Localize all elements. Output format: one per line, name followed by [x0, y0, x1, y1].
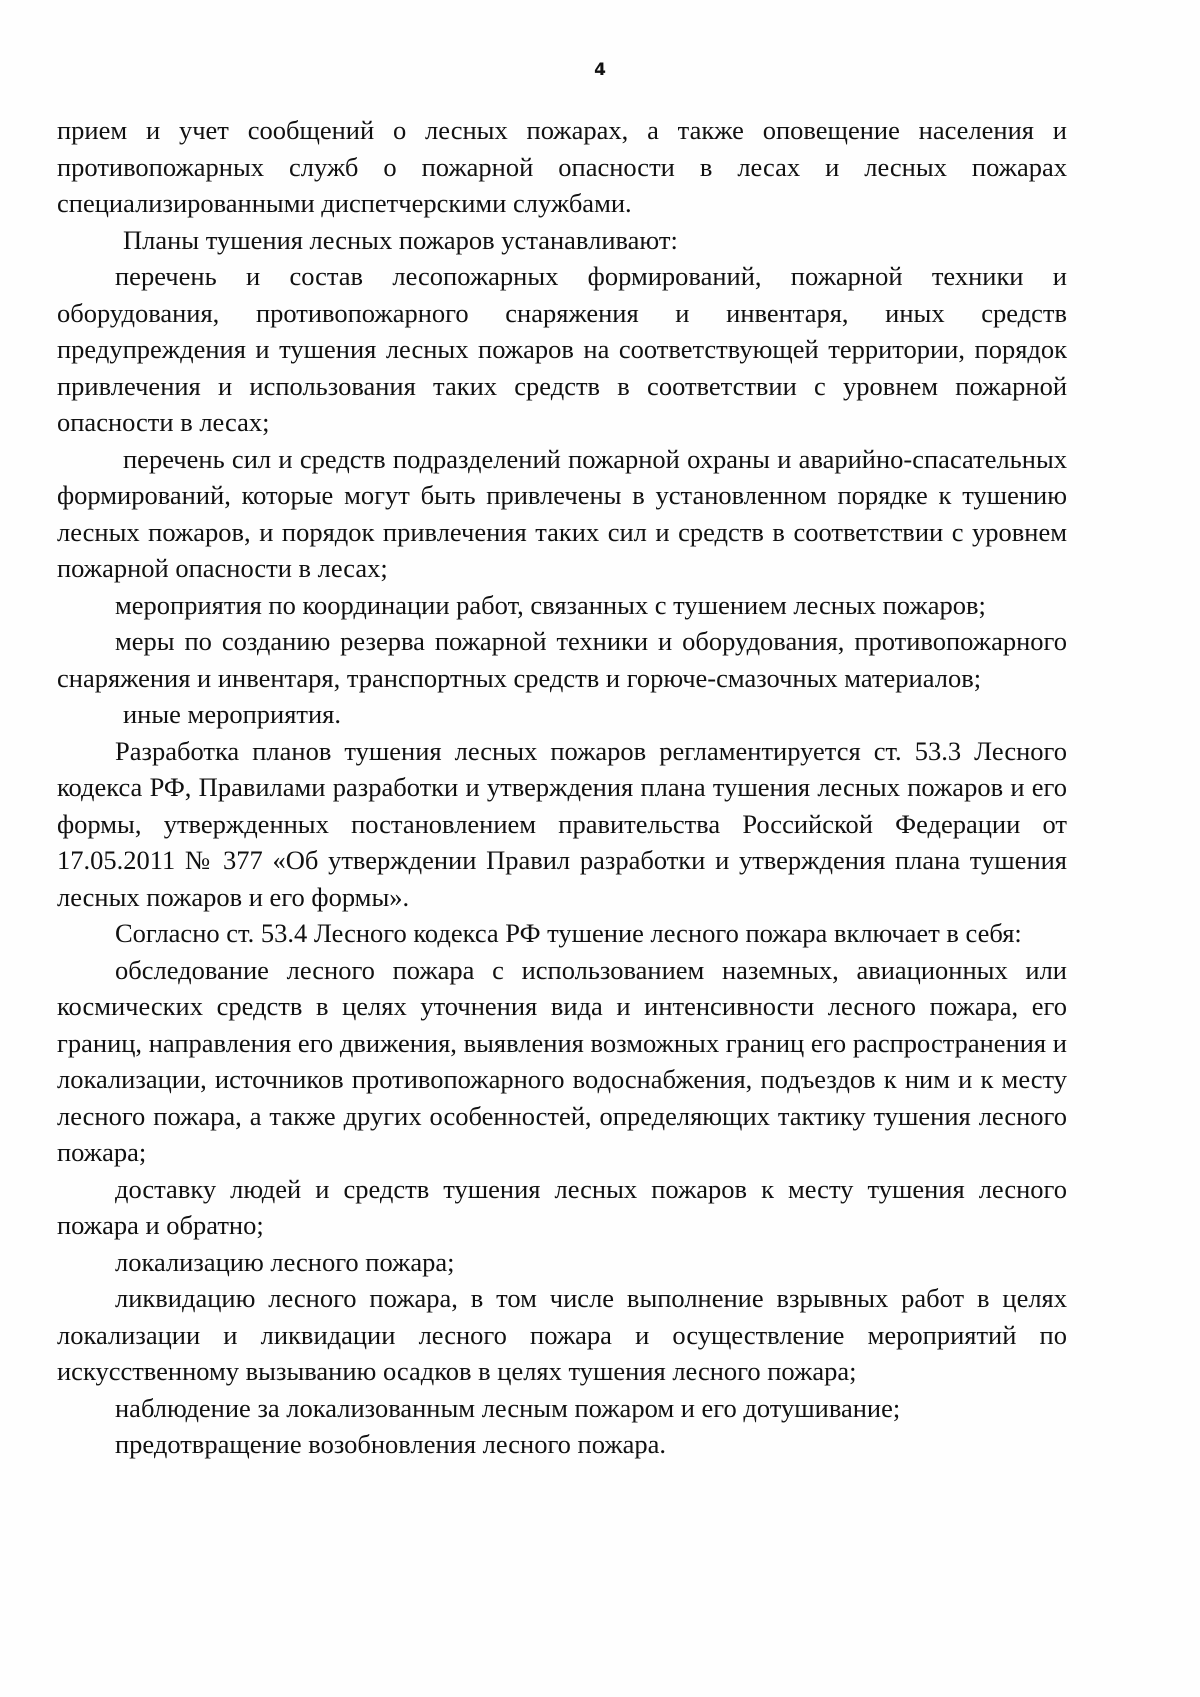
- paragraph-notification-services: прием и учет сообщений о лесных пожарах, а также оповещение населения и противопожарных служб о пожарной опасности в лесах и лесных пожарах специализированными диспетчерскими службами.: [57, 115, 1067, 218]
- paragraph-reserve-measures: меры по созданию резерва пожарной техники и оборудования, противопожарного снаряжения и инвентаря, транспортных средств и горюче-смазочных материалов;: [57, 626, 1067, 693]
- paragraph-delivery: доставку людей и средств тушения лесных пожаров к месту тушения лесного пожара и обратно;: [57, 1173, 1067, 1240]
- document-body: [57, 112, 1067, 1463]
- paragraph-coordination: мероприятия по координации работ, связанных с тушением лесных пожаров;: [115, 589, 986, 620]
- paragraph-monitoring: наблюдение за локализованным лесным пожаром и его дотушивание;: [115, 1392, 901, 1423]
- paragraph-fire-protection-forces: перечень сил и средств подразделений пожарной охраны и аварийно-спасательных формирований, которые могут быть привлечены в установленном порядке к тушению лесных пожаров, и порядок привлечения таких сил и средств в соответствии с уровнем пожарной опасности в лесах;: [57, 443, 1067, 583]
- paragraph-prevention: предотвращение возобновления лесного пожара.: [115, 1429, 667, 1459]
- paragraph-formations-list: перечень и состав лесопожарных формирований, пожарной техники и оборудования, противопожарного снаряжения и инвентаря, иных средств предупреждения и тушения лесных пожаров на соответствующей территории, порядок привлечения и использования таких средств в соответствии с уровнем пожарной опасности в лесах;: [57, 261, 1067, 437]
- paragraph-article-53-4: Согласно ст. 53.4 Лесного кодекса РФ тушение лесного пожара включает в себя:: [115, 918, 1022, 948]
- paragraph-liquidation: ликвидацию лесного пожара, в том числе выполнение взрывных работ в целях локализации и ликвидации лесного пожара и осуществление мероприятий по искусственному вызыванию осадков в целях тушения лесного пожара;: [57, 1283, 1067, 1386]
- paragraph-fire-survey: обследование лесного пожара с использованием наземных, авиационных или космических средств в целях уточнения вида и интенсивности лесного пожара, его границ, направления его движения, выявления возможных границ его распространения и локализации, источников противопожарного водоснабжения, подъездов к ним и к месту лесного пожара, а также других особенностей, определяющих тактику тушения лесного пожара;: [57, 954, 1067, 1167]
- paragraph-plan-regulation: Разработка планов тушения лесных пожаров регламентируется ст. 53.3 Лесного кодекса РФ, Правилами разработки и утверждения плана тушения лесных пожаров и его формы, утвержденных постановлением правительства Российской Федерации от 17.05.2011 № 377 «Об утверждении Правил разработки и утверждения плана тушения лесных пожаров и его формы».: [57, 735, 1067, 912]
- paragraph-plans-intro: Планы тушения лесных пожаров устанавливают:: [123, 224, 678, 255]
- page-number: 4: [594, 60, 606, 80]
- paragraph-localization: локализацию лесного пожара;: [115, 1246, 455, 1277]
- paragraph-other-measures: иные мероприятия.: [123, 699, 341, 729]
